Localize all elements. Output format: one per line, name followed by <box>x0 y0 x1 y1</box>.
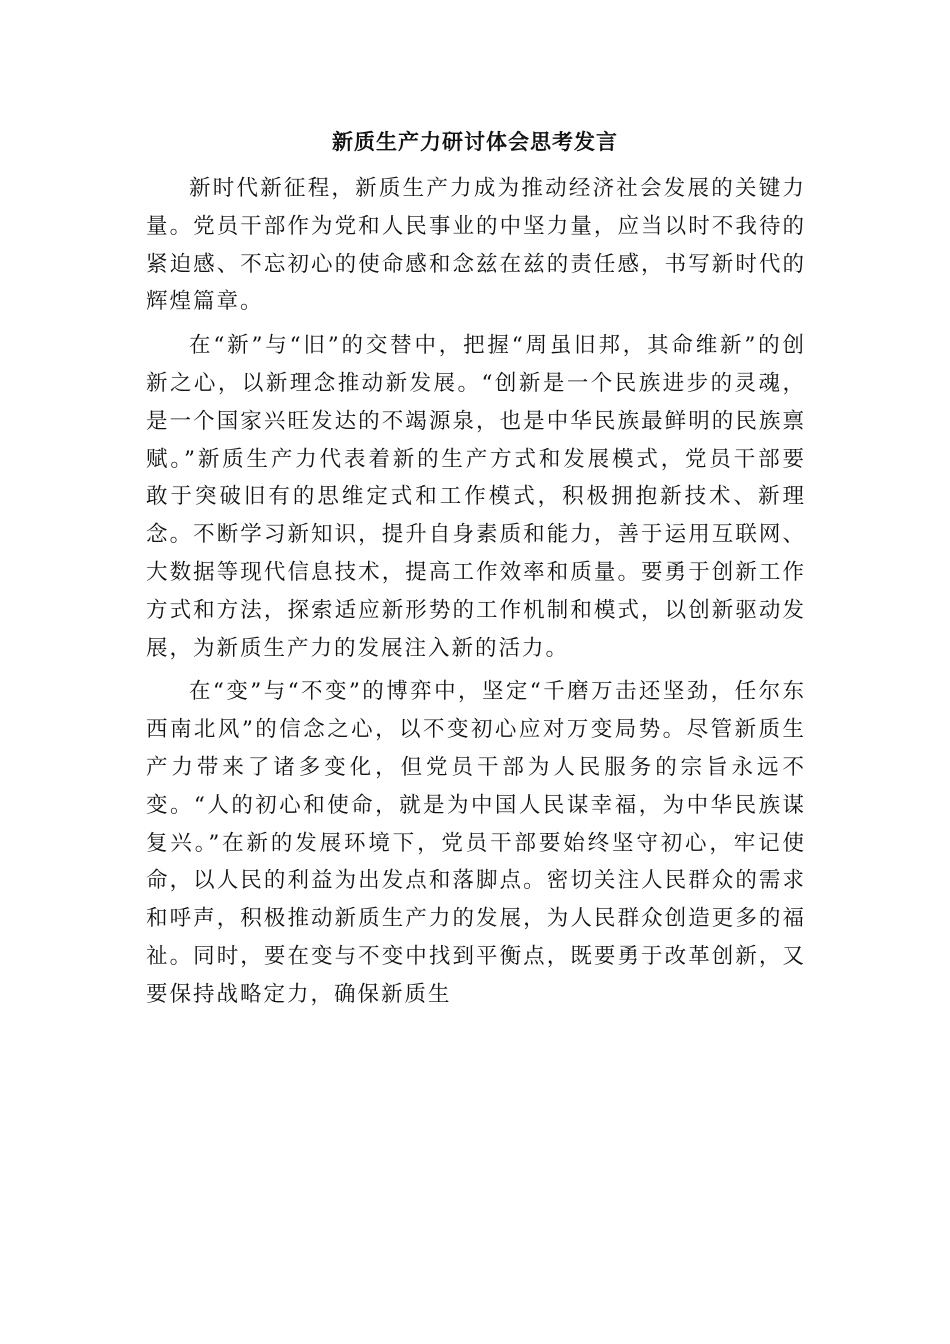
document-body <box>146 170 806 1020</box>
document-title: 新质生产力研讨体会思考发言 <box>332 129 618 154</box>
paragraph-new-and-old: 在“新”与“旧”的交替中，把握“周虽旧邦，其命维新”的创新之心，以新理念推动新发展。“创新是一个民族进步的灵魂，是一个国家兴旺发达的不竭源泉，也是中华民族最鲜明的民族禀赋。”新质生产力代表着新的生产方式和发展模式，党员干部要敢于突破旧有的思维定式和工作模式，积极拥抱新技术、新理念。不断学习新知识，提升自身素质和能力，善于运用互联网、大数据等现代信息技术，提高工作效率和质量。要勇于创新工作方式和方法，探索适应新形势的工作机制和模式，以创新驱动发展，为新质生产力的发展注入新的活力。 <box>146 333 806 661</box>
paragraph-change-and-constancy: 在“变”与“不变”的博弈中，坚定“千磨万击还坚劲，任尔东西南北风”的信念之心，以不变初心应对万变局势。尽管新质生产力带来了诸多变化，但党员干部为人民服务的宗旨永远不变。“人的初心和使命，就是为中国人民谋幸福，为中华民族谋复兴。”在新的发展环境下，党员干部要始终坚守初心，牢记使命，以人民的利益为出发点和落脚点。密切关注人民群众的需求和呼声，积极推动新质生产力的发展，为人民群众创造更多的福祉。同时，要在变与不变中找到平衡点，既要勇于改革创新，又要保持战略定力，确保新质生 <box>146 679 806 1007</box>
paragraph-intro: 新时代新征程，新质生产力成为推动经济社会发展的关键力量。党员干部作为党和人民事业的中坚力量，应当以时不我待的紧迫感、不忘初心的使命感和念兹在兹的责任感，书写新时代的辉煌篇章。 <box>146 176 806 315</box>
